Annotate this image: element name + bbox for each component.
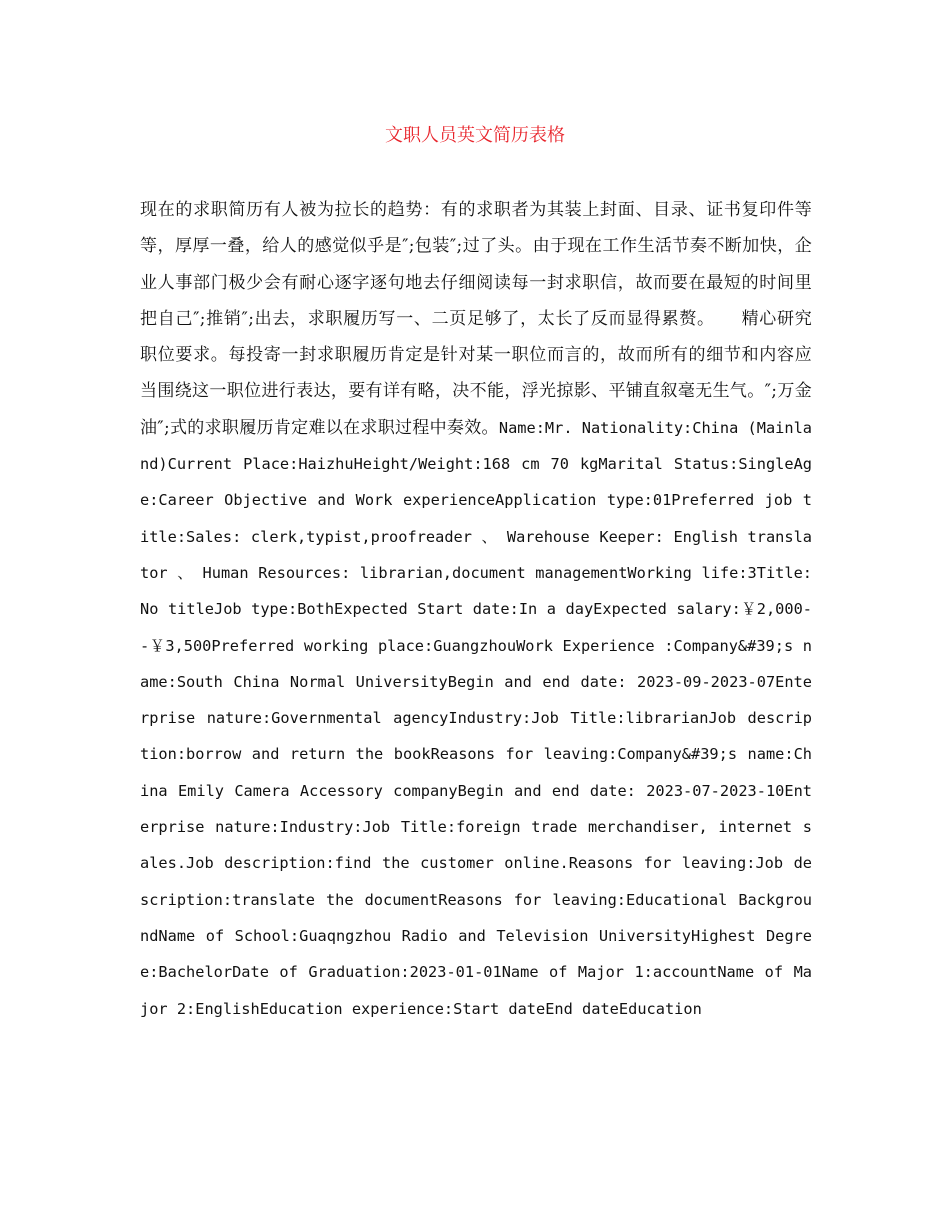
- intro-paragraph: 现在的求职简历有人被为拉长的趋势：有的求职者为其装上封面、目录、证书复印件等等，厚厚一叠，给人的感觉似乎是″;包装″;过了头。由于现在工作生活节奏不断加快，企业人事部门极少会有耐心逐字逐句地去仔细阅读每一封求职信，故而要在最短的时间里把自己″;推销″;出去，求职履历写一、二页足够了，太长了反而显得累赘。 精心研究职位要求。每投寄一封求职履历肯定是针对某一职位而言的，故而所有的细节和内容应当围绕这一职位进行表达，要有详有略，决不能，浮光掠影、平铺直叙毫无生气。″;万金油″;式的求职履历肯定难以在求职过程中奏效。: [140, 200, 812, 438]
- document-title: 文职人员英文简历表格: [385, 125, 565, 146]
- document-body: [140, 192, 812, 1027]
- resume-details: Name:Mr. Nationality:China (Mainland)Current Place:HaizhuHeight/Weight:168 cm 70 kgMarital Status:SingleAge:Career Objective and Work experienceApplication type:01Preferred job title:Sales: clerk,typist,proofreader 、 Warehouse Keeper: English translator 、 Human Resources: librarian,document managementWorking life:3Title:No titleJob type:BothExpected Start date:In a dayExpected salary:￥2,000--￥3,500Preferred working place:GuangzhouWork Experience :Company&#39;s name:South China Normal UniversityBegin and end date: 2023-09-2023-07Enterprise nature:Governmental agencyIndustry:Job Title:librarianJob description:borrow and return the bookReasons for leaving:Company&#39;s name:China Emily Camera Accessory companyBegin and end date: 2023-07-2023-10Enterprise nature:Industry:Job Title:foreign trade merchandiser, internet sales.Job description:find the customer online.Reasons for leaving:Job description:translate the documentReasons for leaving:Educational BackgroundName of School:Guaqngzhou Radio and Television UniversityHighest Degree:BachelorDate of Graduation:2023-01-01Name of Major 1:accountName of Major 2:EnglishEducation experience:Start dateEnd dateEducation: [140, 418, 812, 1018]
